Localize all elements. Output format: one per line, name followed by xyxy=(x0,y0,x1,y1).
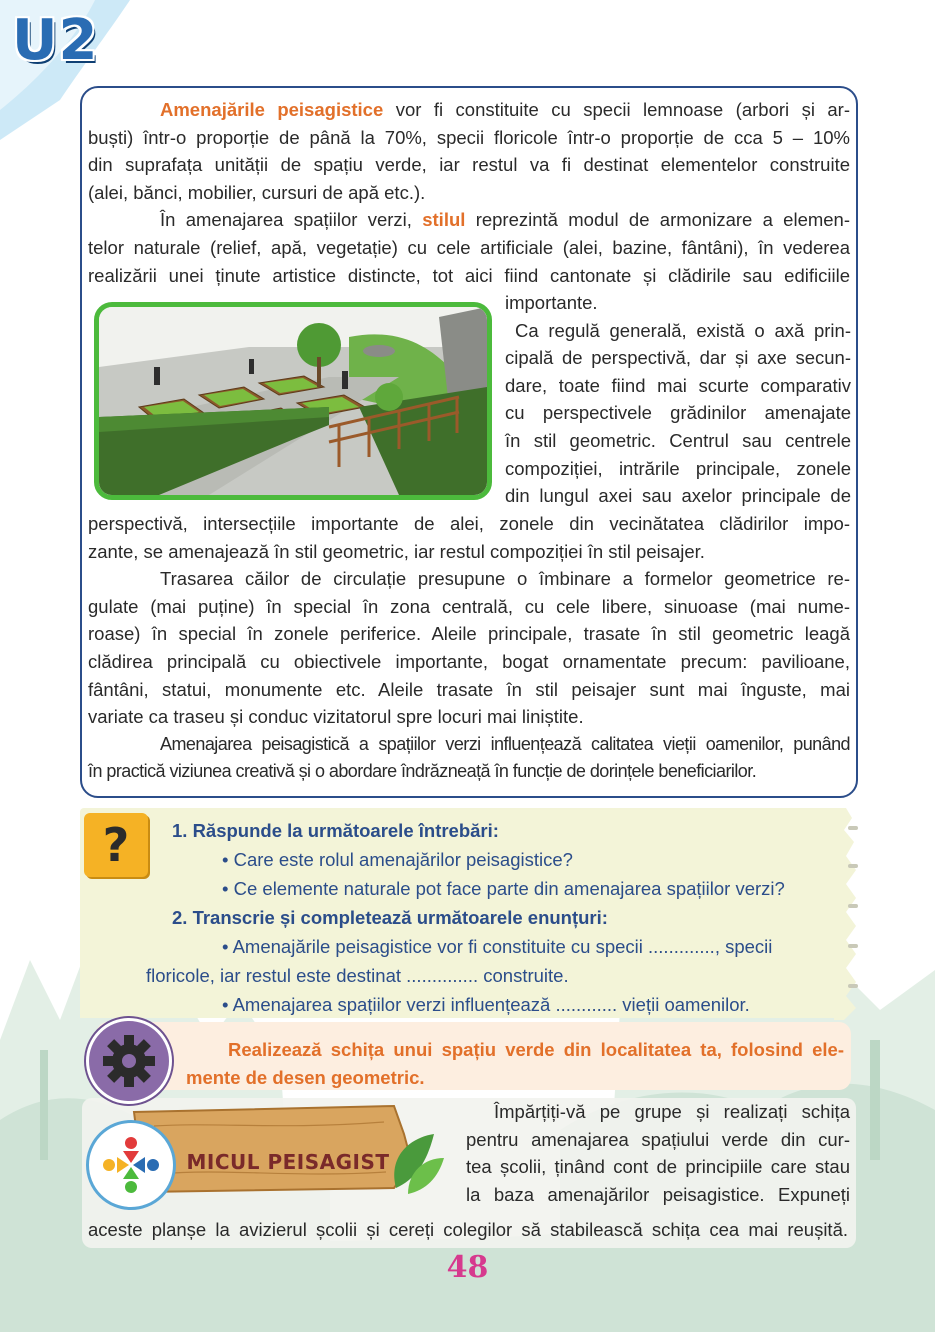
side-line: cu perspectivele grădinilor amenajate xyxy=(505,402,851,424)
paragraph-2-text: reprezintă modul de armonizare a elemen- xyxy=(465,209,851,231)
main-text xyxy=(88,96,850,289)
term-amenajari: Amenajările peisagistice xyxy=(160,99,384,120)
lower-text xyxy=(88,510,850,786)
question-2-item-continued: floricole, iar restul este destinat .............. construite. xyxy=(146,965,569,986)
paragraph-1-text: vor fi constituite cu specii lemnoase (arbori și ar- xyxy=(383,99,850,120)
side-line: din lungul axei sau axelor principale de xyxy=(505,485,851,507)
team-badge xyxy=(86,1120,176,1210)
paragraph-1-line: buști) într-o proporție de până la 70%, specii floricole într-o proporție de cca 5 – 10% xyxy=(88,126,850,148)
question-2-item: • Amenajarea spațiilor verzi influențează ............ vieții oamenilor. xyxy=(222,994,750,1015)
paragraph-5-line: Amenajarea peisagistică a spațiilor verzi influențează calitatea vieții oamenilor, punând xyxy=(160,733,850,754)
peisagist-line: Împărțiți-vă pe grupe și realizați schița xyxy=(494,1101,850,1122)
paragraph-4-line: variate ca traseu și conduc vizitatorul spre locuri mai liniștite. xyxy=(88,706,584,728)
paragraph-2-line: telor naturale (relief, apă, vegetație) cu cele artificiale (alei, bazine, fântâni), în vederea xyxy=(88,236,850,258)
paragraph-2-first-line xyxy=(88,206,850,234)
gear-badge xyxy=(86,1018,172,1104)
paragraph-4-line: gulate (mai puține) în special în zona centrală, cu cele libere, sinuoase (mai nume- xyxy=(88,595,850,617)
paragraph-1-line: (alei, bănci, mobilier, cursuri de apă etc.). xyxy=(88,181,426,203)
paragraph-3-line: perspectivă, intersecțiile importante de alei, zonele din vecinătatea clădirilor impo- xyxy=(88,513,850,534)
side-line: în stil geometric. Centrul sau centrele xyxy=(505,429,851,451)
torn-edge xyxy=(834,808,864,1020)
question-icon: ? xyxy=(84,813,148,877)
peisagist-line: la baza amenajărilor peisagistice. Expuneți xyxy=(466,1183,850,1205)
question-1-title: 1. Răspunde la următoarele întrebări: xyxy=(172,820,499,841)
page-number: 48 xyxy=(446,1250,489,1285)
paragraph-4-line: fântâni, statui, monumente etc. Aleile trasate în stil peisajer sunt mai înguste, mai xyxy=(88,678,850,700)
paragraph-2-lead: În amenajarea spațiilor verzi, xyxy=(160,209,423,231)
task-text xyxy=(186,1036,844,1092)
garden-illustration xyxy=(94,302,492,500)
gear-icon xyxy=(89,1021,169,1101)
paragraph-1-first-line xyxy=(88,96,850,124)
paragraph-4-line: roase) în special în zonele periferice. Aleile principale, trasate în stil geometric leagă xyxy=(88,623,850,645)
question-2-title: 2. Transcrie și completează următoarele enunțuri: xyxy=(172,907,608,928)
task-line: Realizează schița unui spațiu verde din localitatea ta, folosind ele- xyxy=(228,1039,844,1060)
paragraph-1-line: din suprafața unității de spațiu verde, iar restul va fi destinat elementelor construite xyxy=(88,154,850,176)
side-text xyxy=(505,289,851,510)
side-line: cipală de perspectivă, dar și axe secun- xyxy=(505,347,851,369)
team-icon xyxy=(89,1123,173,1207)
paragraph-3-line: zante, se amenajează în stil geometric, iar restul compoziției în stil peisajer. xyxy=(88,540,705,562)
term-stilul: stilul xyxy=(422,209,466,231)
paragraph-2-line: realizării unei ținute artistice distincte, tot aici fiind cantonate și clădirile sau edificiile xyxy=(88,264,850,286)
paragraph-2-last: importante. xyxy=(505,292,598,313)
peisagist-line-full: aceste planșe la avizierul școlii și cereți colegilor să stabilească schița cea mai reușită. xyxy=(88,1219,848,1240)
unit-label: U2 xyxy=(12,8,99,73)
peisagist-label: MICUL PEISAGIST xyxy=(186,1150,390,1174)
peisagist-line: tea școlii, ținând cont de principiile care stau xyxy=(466,1156,850,1178)
paragraph-5-line: în practică viziunea creativă și o abordare îndrăzneață în funcție de dorințele beneficiarilor. xyxy=(88,761,757,782)
peisagist-line: pentru amenajarea spațiului verde din cur- xyxy=(466,1128,850,1150)
side-line: compoziției, intrările principale, zonele xyxy=(505,457,851,479)
questions-text xyxy=(172,816,832,961)
task-line: mente de desen geometric. xyxy=(186,1067,425,1088)
paragraph-4-line: clădirea principală cu obiectivele importante, bogat ornamentate precum: pavilioane, xyxy=(88,650,850,672)
side-line: dare, toate fiind mai scurte comparativ xyxy=(505,374,851,396)
side-line: Ca regulă generală, există o axă prin- xyxy=(515,319,851,341)
question-1-item: • Ce elemente naturale pot face parte din amenajarea spațiilor verzi? xyxy=(222,878,785,899)
question-2-item: • Amenajările peisagistice vor fi constituite cu specii ............., specii xyxy=(222,936,773,957)
question-1-item: • Care este rolul amenajărilor peisagistice? xyxy=(222,849,573,870)
peisagist-text xyxy=(466,1098,850,1208)
paragraph-4-line: Trasarea căilor de circulație presupune o îmbinare a formelor geometrice re- xyxy=(160,568,850,590)
